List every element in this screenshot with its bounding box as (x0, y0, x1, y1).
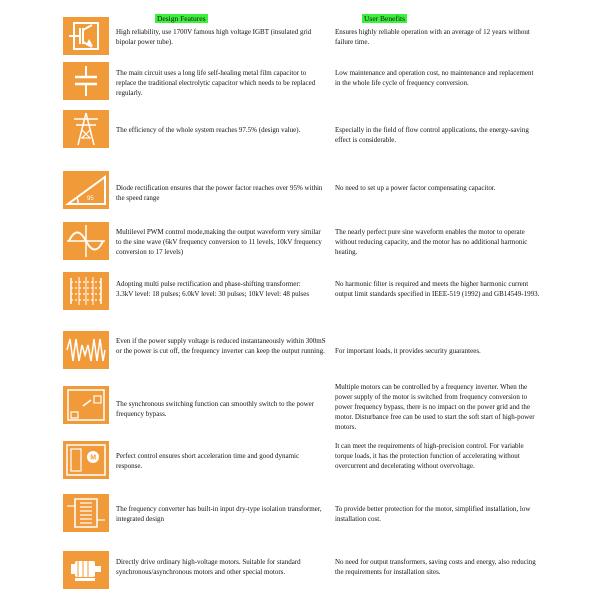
benefit-text: No harmonic filter is required and meets the higher harmonic current output limit standards specified in IEEE-519 (1992) and GB14549-1993. (335, 280, 540, 298)
power-tower-icon (63, 110, 109, 148)
feature-text: Diode rectification ensures that the power factor reaches over 95% within the speed range (116, 184, 323, 202)
benefit-text: No need to set up a power factor compensating capacitor. (335, 184, 496, 192)
benefit-text: The nearly perfect pure sine waveform enables the motor to operate without reducing capacity, and the motor has no additional harmonic heating. (335, 228, 528, 256)
benefit-text: It can meet the requirements of high-precision control. For variable torque loads, it has the protection function of accelerating without overcurrent and decelerating without overvoltage. (335, 442, 524, 470)
benefit-text: Multiple motors can be controlled by a frequency inverter. When the power supply of the motor is switched from frequency conversion to power frequency bypass, there is no impact on the power grid and the motor. Disturbance free can be used to start the soft start of high-power motors. (335, 383, 535, 431)
sine-wave-icon (63, 222, 109, 260)
feature-text: Even if the power supply voltage is reduced instantaneously within 300mS or the power is cut off, the frequency inverter can keep the output running. (116, 337, 326, 355)
feature-text: Directly drive ordinary high-voltage motors. Suitable for standard synchronous/asynchronous motors and other special motors. (116, 558, 301, 576)
benefit-text: Especially in the field of flow control applications, the energy-saving effect is considerable. (335, 126, 529, 144)
svg-text:M: M (90, 454, 97, 462)
feature-text: The synchronous switching function can smoothly switch to the power frequency bypass. (116, 400, 315, 418)
benefit-text: To provide better protection for the motor, simplified installation, low installation cost. (335, 505, 531, 523)
feature-text: The main circuit uses a long life self-healing metal film capacitor to replace the traditional electrolytic capacitor which needs to be replaced regularly. (116, 69, 316, 97)
feature-text: The frequency converter has built-in input dry-type isolation transformer, integrated design (116, 505, 322, 523)
svg-text:95: 95 (87, 196, 94, 202)
feature-text: High reliability, use 1700V famous high voltage IGBT (insulated grid bipolar power tube). (116, 28, 312, 46)
capacitor-icon (63, 62, 109, 100)
bypass-switch-icon (63, 386, 109, 424)
feature-text: Perfect control ensures short acceleration time and good dynamic response. (116, 452, 300, 470)
benefit-text: Low maintenance and operation cost, no maintenance and replacement in the whole life cycle of frequency conversion. (335, 69, 534, 87)
benefit-text: No need for output transformers, saving costs and energy, also reducing the requirements for installation sites. (335, 558, 536, 576)
dry-transformer-icon (63, 494, 109, 532)
user-benefits-header: User Benefits (364, 14, 406, 23)
design-features-header: Design Features (157, 14, 206, 23)
igbt-icon (63, 17, 109, 55)
transformer-windings-icon (63, 272, 109, 310)
motor-control-icon (63, 441, 109, 479)
benefit-text: For important loads, it provides security guarantees. (335, 347, 481, 355)
voltage-dip-icon (63, 331, 109, 369)
power-factor-icon (63, 171, 109, 209)
feature-text: Adopting multi pulse rectification and phase-shifting transformer: 3.3kV level: 18 pulses; 6.0kV level: 30 pulses; 10kV level: 48 pulses (116, 280, 310, 298)
motor-icon (63, 551, 109, 589)
feature-text: Multilevel PWM control mode,making the output waveform very similar to the sine wave (6kV frequency conversion to 11 levels, 10kV frequency conversion to 17 levels) (116, 228, 322, 256)
benefit-text: Ensures highly reliable operation with an average of 12 years without failure time. (335, 28, 530, 46)
feature-text: The efficiency of the whole system reaches 97.5% (design value). (116, 126, 301, 134)
